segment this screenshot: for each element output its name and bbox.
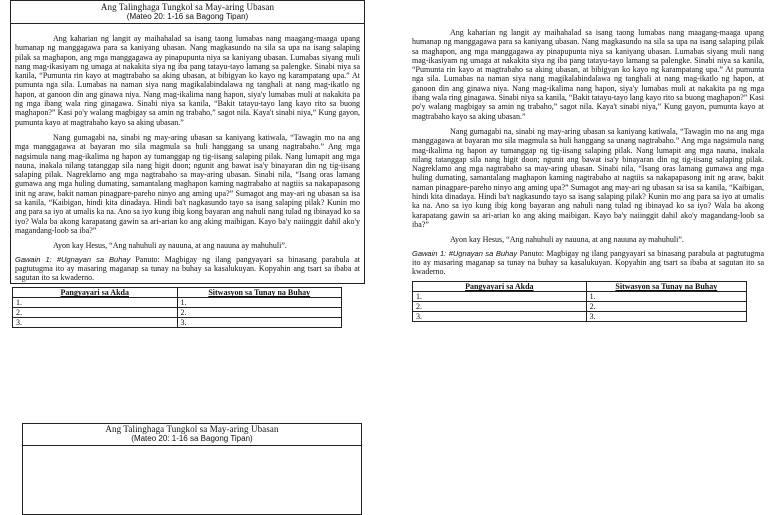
table-row [413,292,747,302]
table-cell: 1. [586,292,746,302]
table-cell: 3. [413,312,587,322]
table-cell: 2. [586,302,746,312]
table-row [13,308,342,318]
activity-table [412,281,747,322]
task-text: Panuto: Magbigay ng ilang pangyayari sa binasang parabula at pagtutugma ito ay masaring maganap sa tunay na buhay sa kasalukuyan. Kopyahin ang tsart sa ibaba at sagutan ito sa kwaderno. [412,248,765,277]
task-text: Panuto: Magbigay ng ilang pangyayari sa binasang parabula at pagtutugma ito ay masaring maganap sa tunay na buhay sa kasalukuyan. Kopyahin ang tsart sa ibaba at sagutan ito sa kwaderno. [15,254,360,283]
table-cell: 1. [413,292,587,302]
table-header: Sitwasyon sa Tunay na Buhay [177,288,342,298]
table-row [413,312,747,322]
worksheet-title: Ang Talinghaga Tungkol sa May-aring Ubasan [105,424,279,434]
closing-line: Ayon kay Hesus, “Ang nahuhuli ay nauuna, at ang nauuna ay mahuhuli”. [450,235,684,245]
story-paragraph-1: Ang kaharian ng langit ay maihahalad sa isang taong lumabas nang maagang-maaga upang humanap ng manggagawa para sa kaniyang ubasan. Nang magkasundo na sila sa upa na isang salaping pilak sa maghapon, ang mga manggagawa ay pinapupunta niya sa kaniyang ubasan. Lumabas siyang muli nang mag-ikasiyam ng umaga at nakakita siya ng iba pang tatayu-tayo lamang sa palengke. Sinabi niya sa kanila, “Pumunta rin kayo at magtrabaho sa aking ubasan, at bibigyan ko kayo ng karampatang upa.” At pumunta nga sila. Lumabas na naman siya nang magikalabindalawa ng tanghali at nang mag-ikatlo ng hapon, at ganoon din ang ginawa niya. Nang mag-ikalima nang hapon, siya'y lumabas muli at nakakita pa ng mga ibang wala ring ginagawa. Sinabi niya sa kanila, “Bakit tatayu-tayo lang kayo rito sa buong maghapon?” Kasi po'y walang magbigay sa amin ng trabaho,” sagot nila. Kaya't sinabi niya,” Kung gayon, pumunta kayo at magtrabaho kayo sa aking ubasan.” [412,28,764,121]
table-row [13,298,342,308]
task-instructions [412,249,764,277]
closing-line: Ayon kay Hesus, “Ang nahuhuli ay nauuna, at ang nauuna ay mahuhuli”. [53,241,287,251]
table-cell: 1. [177,298,342,308]
table-header: Sitwasyon sa Tunay na Buhay [586,282,746,292]
worksheet-copy-left [10,0,365,328]
task-label: Gawain 1: #Ugnayan sa Buhay [15,254,131,264]
worksheet-reference: (Mateo 20: 1-16 sa Bagong Tipan) [131,434,253,443]
table-cell: 3. [177,318,342,328]
table-cell: 1. [13,298,178,308]
story-paragraph-1: Ang kaharian ng langit ay maihahalad sa isang taong lumabas nang maagang-maaga upang humanap ng manggagawa para sa kaniyang ubasan. Nang magkasundo na sila sa upa na isang salaping pilak sa maghapon, ang mga manggagawa ay pinapupunta niya sa kaniyang ubasan. Lumabas siyang muli nang mag-ikasiyam ng umaga at nakakita siya ng iba pang tatayu-tayo lamang sa palengke. Sinabi niya sa kanila, “Pumunta rin kayo at magtrabaho sa aking ubasan, at bibigyan ko kayo ng karampatang upa.” At pumunta nga sila. Lumabas na naman siya nang magikalabindalawa ng tanghali at nang mag-ikatlo ng hapon, at ganoon din ang ginawa niya. Nang mag-ikalima nang hapon, siya'y lumabas muli at nakakita pa ng mga ibang wala ring ginagawa. Sinabi niya sa kanila, “Bakit tatayu-tayo lang kayo rito sa buong maghapon?” Kasi po'y walang magbigay sa amin ng trabaho,” sagot nila. Kaya't sinabi niya,” Kung gayon, pumunta kayo at magtrabaho kayo sa aking ubasan.” [15,34,360,127]
table-header: Pangyayari sa Akda [13,288,178,298]
table-row [413,302,747,312]
table-cell: 2. [177,308,342,318]
table-cell: 3. [586,312,746,322]
table-cell: 2. [413,302,587,312]
worksheet-copy-right [412,28,764,322]
worksheet-title: Ang Talinghaga Tungkol sa May-aring Ubasan [100,2,275,12]
worksheet-reference: (Mateo 20: 1-16 sa Bagong Tipan) [126,12,249,21]
story-paragraph-2: Nang gumagabi na, sinabi ng may-aring ubasan sa kaniyang katiwala, “Tawagin mo na ang mga manggagawa at bayaran mo sila magmula sa huli hanggang sa unang nagtrabaho.” Ang mga nagsimula nang mag-ikalima ng hapon ay tumanggap ng tig-iisang salaping pilak. Nang lumapit ang mga nauna, inakala nilang tatanggap sila nang higit doon; ngunit ang bawat isa'y binayaran din ng tig-iisang salaping pilak. Nagreklamo ang mga nagtrabaho sa may-aring ubasan. Sinabi nila, “Isang oras lamang gumawa ang mga huling dumating, samantalang maghapon kaming nagtrabaho at nagtiis sa nakapapasong init ng araw, bakit naman pinagpare-pareho ninyo ang aming upa?” Sumagot ang may-ari ng ubasan sa isa sa kanila, “Kaibigan, hindi kita dinadaya. Hindi ba't nagkasundo tayo sa isang salaping pilak? Kunin mo ang para sa iyo at umalis ka na. Ano sa iyo kung ibig kong bayaran ang nahuli nang tulad ng ibinayad ko sa iyo? Wala ba akong karapatang gawin sa ari-arian ko ang aking maibigan. Kayo ba'y naiinggit dahil ako'y magandang-loob sa iba?” [412,126,764,229]
table-cell: 3. [13,318,178,328]
story-paragraph-2: Nang gumagabi na, sinabi ng may-aring ubasan sa kaniyang katiwala, “Tawagin mo na ang mga manggagawa at bayaran mo sila magmula sa huli hanggang sa unang nagtrabaho.” Ang mga nagsimula nang mag-ikalima ng hapon ay tumanggap ng tig-iisang salaping pilak. Nang lumapit ang mga nauna, inakala nilang tatanggap sila nang higit doon; ngunit ang bawat isa'y binayaran din ng tig-iisang salaping pilak. Nagreklamo ang mga nagtrabaho sa may-aring ubasan. Sinabi nila, “Isang oras lamang gumawa ang mga huling dumating, samantalang maghapon kaming nagtrabaho at nagtiis sa nakapapasong init ng araw, bakit naman pinagpare-pareho ninyo ang aming upa?” Sumagot ang may-ari ng ubasan sa isa sa kanila, “Kaibigan, hindi kita dinadaya. Hindi ba't nagkasundo tayo sa isang salaping pilak? Kunin mo ang para sa iyo at umalis ka na. Ano sa iyo kung ibig kong bayaran ang nahuli nang tulad ng ibinayad ko sa iyo? Wala ba akong karapatang gawin sa ari-arian ko ang aking maibigan. Kayo ba'y naiinggit dahil ako'y magandang-loob sa iba?” [15,132,360,235]
table-cell: 2. [13,308,178,318]
story-box [10,24,365,284]
table-header: Pangyayari sa Akda [413,282,587,292]
table-row [13,318,342,328]
task-instructions [15,255,360,283]
task-label: Gawain 1: #Ugnayan sa Buhay [412,248,518,258]
activity-table [12,287,342,328]
header-box [10,0,365,24]
worksheet-copy-second [22,423,362,515]
